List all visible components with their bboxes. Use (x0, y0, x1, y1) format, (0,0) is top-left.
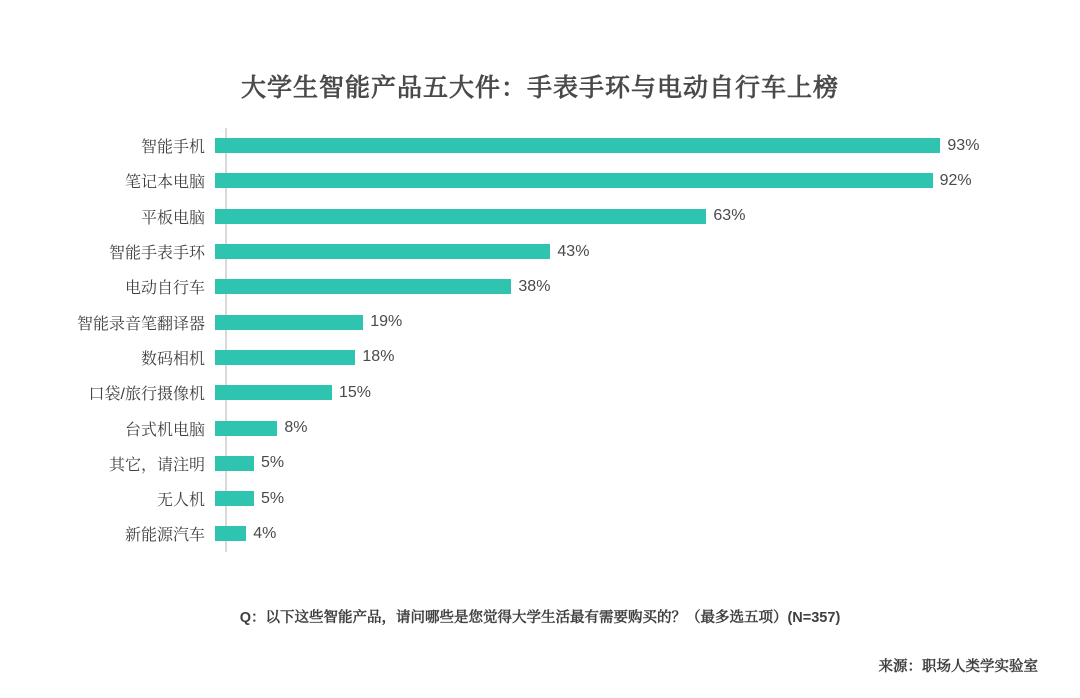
bar (215, 279, 511, 294)
bar-value-label: 8% (284, 419, 308, 437)
bar-value-label: 92% (939, 171, 972, 189)
plot-area (40, 128, 1040, 552)
bar-track (215, 410, 1040, 445)
bar-row (40, 128, 1040, 163)
bar (215, 385, 332, 400)
bar (215, 173, 933, 188)
bar-row (40, 410, 1040, 445)
bar (215, 491, 254, 506)
bar-row (40, 304, 1040, 339)
bar (215, 244, 550, 259)
bar (215, 526, 246, 541)
bar-row (40, 446, 1040, 481)
bar-row (40, 340, 1040, 375)
bar-track (215, 128, 1040, 163)
bar-category-label: 电动自行车 (124, 280, 205, 298)
bar-value-label: 4% (253, 524, 277, 542)
bar-track (215, 446, 1040, 481)
bar-track (215, 375, 1040, 410)
bar-rows (40, 128, 1040, 552)
bar-value-label: 5% (261, 489, 285, 507)
bar (215, 315, 363, 330)
bar (215, 350, 355, 365)
bar-category-label: 数码相机 (140, 350, 205, 368)
bar-category-label: 智能手表手环 (108, 245, 205, 263)
bar-track (215, 199, 1040, 234)
chart-question: Q：以下这些智能产品，请问哪些是您觉得大学生活最有需要购买的？（最多选五项）(N=357) (239, 610, 841, 626)
bar-row (40, 234, 1040, 269)
bar-track (215, 340, 1040, 375)
bar-value-label: 63% (713, 207, 746, 225)
bar-category-label: 智能手机 (140, 139, 205, 157)
bar-row (40, 481, 1040, 516)
bar-value-label: 93% (947, 136, 980, 154)
bar-row (40, 199, 1040, 234)
bar-track (215, 269, 1040, 304)
bar-category-label: 平板电脑 (140, 209, 205, 227)
bar-category-label: 口袋/旅行摄像机 (88, 386, 205, 404)
bar-track (215, 234, 1040, 269)
bar-track (215, 516, 1040, 551)
bar (215, 138, 940, 153)
bar-value-label: 5% (261, 454, 285, 472)
bar-category-label: 笔记本电脑 (124, 174, 205, 192)
bar-row (40, 375, 1040, 410)
bar (215, 421, 277, 436)
bar (215, 209, 706, 224)
bar-value-label: 15% (339, 383, 372, 401)
chart-title: 大学生智能产品五大件：手表手环与电动自行车上榜 (240, 74, 839, 102)
bar-category-label: 智能录音笔翻译器 (76, 315, 205, 333)
chart-source: 来源：职场人类学实验室 (878, 659, 1038, 675)
bar-row (40, 516, 1040, 551)
bar-track (215, 481, 1040, 516)
bar-category-label: 新能源汽车 (124, 527, 205, 545)
bar (215, 456, 254, 471)
bar-track (215, 304, 1040, 339)
bar-value-label: 38% (518, 277, 551, 295)
bar-value-label: 19% (370, 313, 403, 331)
bar-row (40, 163, 1040, 198)
bar-value-label: 18% (362, 348, 395, 366)
bar-value-label: 43% (557, 242, 590, 260)
bar-track (215, 163, 1040, 198)
bar-row (40, 269, 1040, 304)
bar-category-label: 其它，请注明 (108, 456, 205, 474)
bar-category-label: 台式机电脑 (124, 421, 205, 439)
bar-category-label: 无人机 (156, 492, 205, 510)
